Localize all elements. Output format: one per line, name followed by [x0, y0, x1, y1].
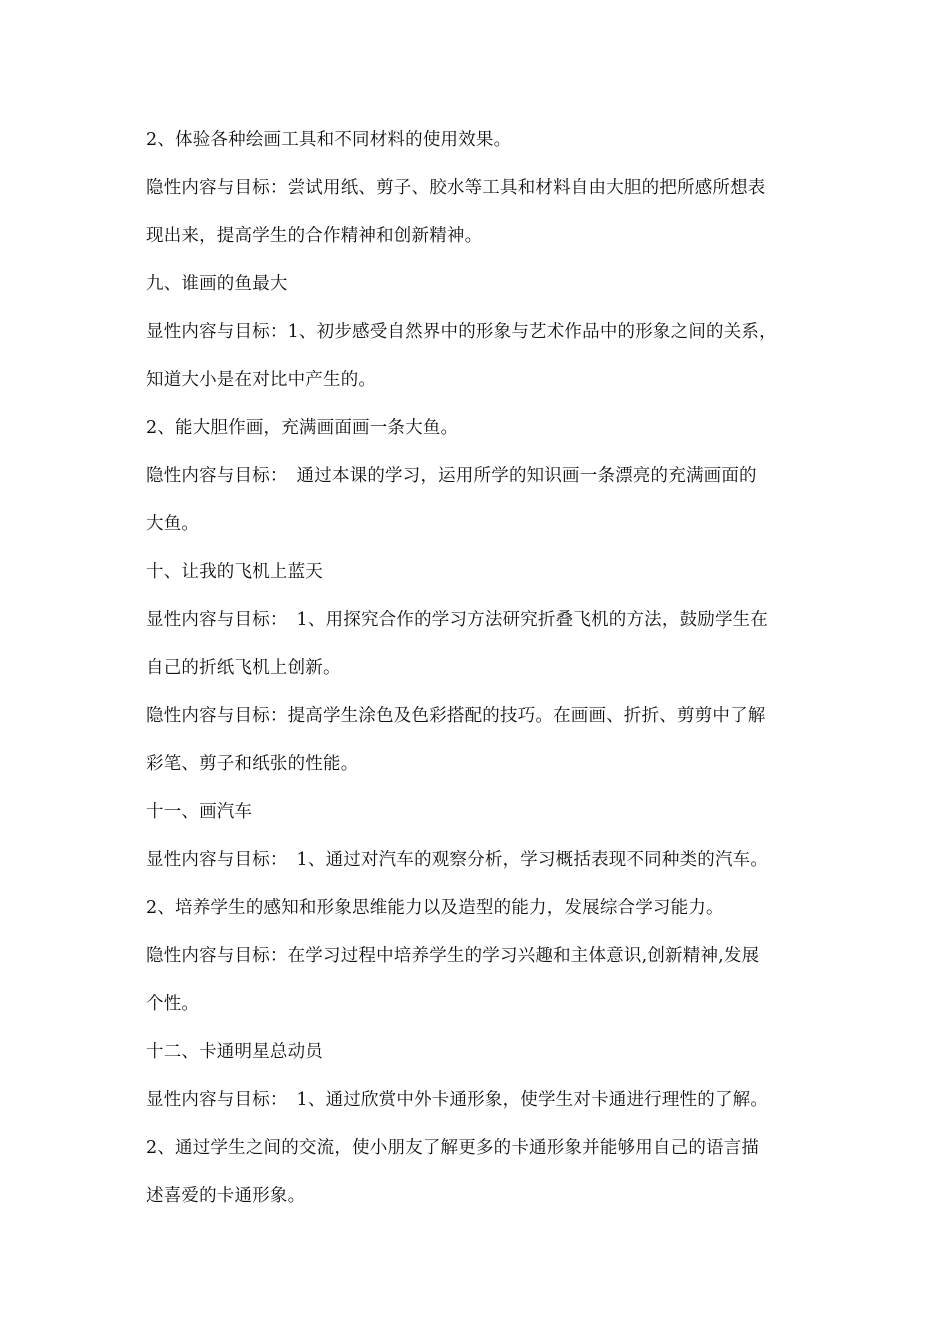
text-line: 十一、画汽车: [146, 802, 253, 822]
paragraph-gap: [146, 440, 810, 464]
paragraph: [146, 176, 810, 248]
text-line: 十、让我的飞机上蓝天: [146, 562, 323, 582]
paragraph-gap: [146, 920, 810, 944]
text-line: 隐性内容与目标：在学习过程中培养学生的学习兴趣和主体意识,创新精神,发展: [146, 946, 760, 966]
text-line: 九、谁画的鱼最大: [146, 274, 288, 294]
paragraph-gap: [146, 776, 810, 800]
line-gap: [146, 200, 810, 224]
text-line: 自己的折纸飞机上创新。: [146, 658, 341, 678]
line-gap: [146, 728, 810, 752]
text-line: 知道大小是在对比中产生的。: [146, 370, 377, 390]
text-line: 隐性内容与目标： 通过本课的学习，运用所学的知识画一条漂亮的充满画面的: [146, 466, 757, 486]
paragraph: [146, 464, 810, 536]
paragraph: [146, 1040, 810, 1064]
paragraph: [146, 416, 810, 440]
text-line: 2、体验各种绘画工具和不同材料的使用效果。: [146, 130, 512, 150]
text-line: 十二、卡通明星总动员: [146, 1042, 323, 1062]
line-gap: [146, 344, 810, 368]
text-line: 大鱼。: [146, 514, 200, 534]
paragraph-gap: [146, 584, 810, 608]
line-gap: [146, 632, 810, 656]
paragraph-gap: [146, 152, 810, 176]
text-line: 2、能大胆作画，充满画面画一条大鱼。: [146, 418, 459, 438]
text-line: 隐性内容与目标：提高学生涂色及色彩搭配的技巧。在画画、折折、剪剪中了解: [146, 706, 766, 726]
paragraph-gap: [146, 392, 810, 416]
paragraph-gap: [146, 248, 810, 272]
text-line: 现出来，提高学生的合作精神和创新精神。: [146, 226, 483, 246]
text-line: 显性内容与目标： 1、用探究合作的学习方法研究折叠飞机的方法，鼓励学生在: [146, 610, 769, 630]
text-line: 显性内容与目标： 1、通过对汽车的观察分析，学习概括表现不同种类的汽车。: [146, 850, 769, 870]
text-line: 述喜爱的卡通形象。: [146, 1186, 306, 1206]
paragraph: [146, 944, 810, 1016]
paragraph-gap: [146, 872, 810, 896]
line-gap: [146, 488, 810, 512]
paragraph-gap: [146, 1016, 810, 1040]
paragraph-gap: [146, 680, 810, 704]
paragraph: [146, 128, 810, 152]
paragraph: [146, 560, 810, 584]
text-line: 彩笔、剪子和纸张的性能。: [146, 754, 359, 774]
paragraph-gap: [146, 1064, 810, 1088]
paragraph-gap: [146, 1112, 810, 1136]
paragraph: [146, 848, 810, 872]
text-line: 2、培养学生的感知和形象思维能力以及造型的能力，发展综合学习能力。: [146, 898, 724, 918]
text-line: 个性。: [146, 994, 200, 1014]
line-gap: [146, 968, 810, 992]
line-gap: [146, 1160, 810, 1184]
document-body: [146, 128, 810, 1208]
paragraph-gap: [146, 536, 810, 560]
text-line: 显性内容与目标： 1、通过欣赏中外卡通形象，使学生对卡通进行理性的了解。: [146, 1090, 769, 1110]
text-line: 2、通过学生之间的交流，使小朋友了解更多的卡通形象并能够用自己的语言描: [146, 1138, 760, 1158]
paragraph-gap: [146, 824, 810, 848]
paragraph: [146, 800, 810, 824]
paragraph: [146, 272, 810, 296]
paragraph-gap: [146, 296, 810, 320]
paragraph: [146, 896, 810, 920]
paragraph: [146, 1088, 810, 1112]
paragraph: [146, 320, 810, 392]
paragraph: [146, 608, 810, 680]
text-line: 隐性内容与目标：尝试用纸、剪子、胶水等工具和材料自由大胆的把所感所想表: [146, 178, 766, 198]
paragraph: [146, 1136, 810, 1208]
text-line: 显性内容与目标：1、初步感受自然界中的形象与艺术作品中的形象之间的关系，: [146, 322, 777, 342]
paragraph: [146, 704, 810, 776]
